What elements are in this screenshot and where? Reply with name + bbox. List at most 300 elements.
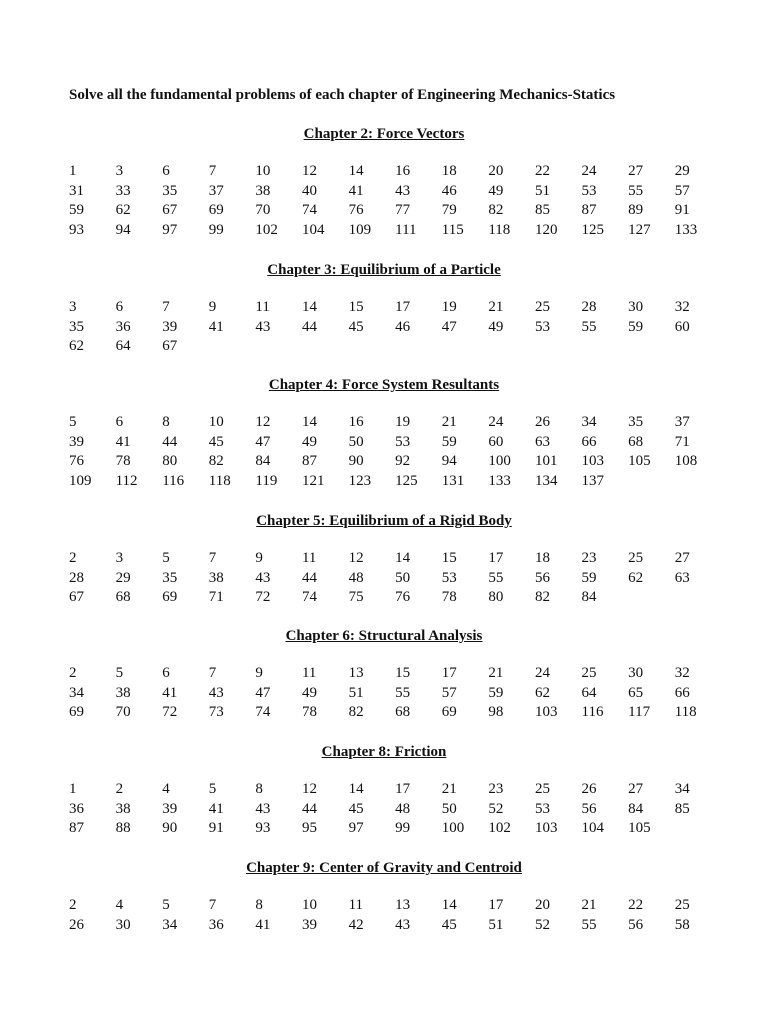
problem-number: 85 [534,202,550,218]
problem-row [69,452,721,472]
problem-number: 25 [674,897,690,913]
problem-number: 68 [628,433,644,450]
problem-number: 59 [441,433,457,450]
problem-number: 79 [441,202,457,218]
problem-grid [69,162,721,240]
problem-number: 109 [69,472,92,489]
problem-number: 20 [488,163,504,179]
problem-number: 118 [208,472,231,489]
problem-number: 97 [348,820,364,836]
problem-row [69,780,721,800]
problem-number: 5 [69,414,77,430]
problem-number: 74 [301,202,317,218]
problem-number: 4 [115,897,124,913]
problem-number: 4 [162,781,170,797]
problem-number: 30 [628,665,644,681]
problem-number: 73 [208,704,224,720]
problem-row [69,298,721,318]
problem-number: 41 [115,433,131,450]
problem-number: 34 [162,916,178,933]
problem-number: 2 [115,781,124,797]
problem-number: 8 [255,897,263,913]
problem-number: 6 [162,665,170,681]
problem-number: 43 [208,684,224,701]
problem-row [69,472,721,492]
problem-number: 3 [69,299,77,315]
problem-number: 80 [162,453,178,469]
problem-number: 11 [301,665,317,681]
problem-number: 105 [628,453,651,469]
problem-number: 33 [115,182,131,199]
problem-number: 7 [208,897,217,913]
problem-number: 7 [162,299,170,315]
problem-number: 55 [581,916,597,933]
problem-number: 69 [69,704,84,720]
problem-number: 46 [395,318,411,335]
problem-number: 62 [628,569,644,586]
problem-number: 53 [441,569,457,586]
problem-number: 41 [348,182,364,199]
problem-number: 66 [674,684,690,701]
problem-number: 29 [115,569,131,586]
chapter-section [0,375,768,489]
problem-number: 41 [208,318,224,335]
problem-number: 59 [628,318,644,335]
problem-number: 39 [162,318,178,335]
problem-number: 78 [115,453,131,469]
problem-number: 11 [255,299,270,315]
problem-number: 39 [301,916,317,933]
problem-number: 49 [488,182,504,199]
problem-number: 47 [255,684,271,701]
problem-number: 100 [441,820,465,836]
problem-number: 12 [301,781,317,797]
problem-number: 17 [488,550,504,566]
problem-number: 41 [208,800,224,817]
problem-number: 55 [628,182,644,199]
problem-number: 16 [348,414,364,430]
problem-number: 56 [581,800,597,817]
problem-number: 36 [208,916,224,933]
problem-number: 5 [208,781,217,797]
problem-grid [69,664,721,723]
problem-number: 120 [534,221,558,238]
problem-row [69,221,721,241]
problem-number: 97 [162,221,178,238]
chapter-section [0,124,768,238]
problem-number: 14 [348,163,364,179]
problem-row [69,162,721,182]
problem-number: 133 [488,472,511,489]
problem-number: 65 [628,684,644,701]
problem-number: 40 [301,182,317,199]
problem-number: 18 [534,550,550,566]
problem-number: 51 [488,916,504,933]
problem-number: 66 [581,433,597,450]
problem-number: 71 [208,589,224,605]
problem-number: 29 [674,163,690,179]
problem-number: 89 [628,202,644,218]
problem-number: 27 [628,163,644,179]
problem-number: 5 [115,665,124,681]
problem-grid [69,780,721,839]
problem-number: 24 [488,414,504,430]
problem-number: 25 [581,665,597,681]
problem-number: 38 [115,800,131,817]
problem-number: 111 [395,221,417,238]
problem-number: 38 [115,684,131,701]
problem-number: 17 [441,665,457,681]
problem-row [69,413,721,433]
problem-number: 15 [348,299,364,315]
problem-row [69,916,721,936]
problem-number: 55 [488,569,504,586]
problem-number: 115 [441,221,464,238]
problem-number: 1 [69,781,77,797]
problem-number: 25 [534,781,550,797]
problem-number: 26 [69,916,84,933]
problem-grid [69,298,721,357]
intro-instruction: Solve all the fundamental problems of each chapter of Engineering Mechanics-Statics [69,87,616,103]
problem-number: 3 [115,550,124,566]
problem-number: 10 [208,414,224,430]
problem-number: 2 [69,550,77,566]
problem-number: 14 [301,299,317,315]
problem-number: 43 [255,800,271,817]
problem-number: 62 [534,684,550,701]
problem-number: 131 [441,472,465,489]
problem-number: 109 [348,221,372,238]
problem-number: 91 [674,202,690,218]
problem-number: 45 [348,318,364,335]
problem-number: 50 [441,800,457,817]
problem-number: 101 [534,453,558,469]
problem-row [69,703,721,723]
problem-number: 45 [441,916,457,933]
problem-number: 35 [628,414,644,430]
problem-number: 44 [301,569,317,586]
problem-number: 91 [208,820,224,836]
problem-number: 69 [208,202,224,218]
problem-number: 60 [488,433,504,450]
problem-number: 118 [488,221,511,238]
problem-number: 57 [441,684,457,701]
problem-number: 8 [255,781,263,797]
problem-number: 32 [674,665,690,681]
problem-number: 23 [488,781,504,797]
problem-number: 41 [255,916,271,933]
problem-number: 100 [488,453,511,469]
problem-number: 27 [628,781,644,797]
problem-number: 39 [69,433,84,450]
problem-number: 64 [581,684,597,701]
problem-number: 21 [441,781,457,797]
problem-row [69,433,721,453]
problem-number: 49 [301,684,317,701]
problem-number: 22 [628,897,644,913]
problem-number: 99 [208,221,224,238]
problem-number: 82 [534,589,550,605]
problem-number: 43 [395,916,411,933]
problem-row [69,318,721,338]
problem-number: 72 [255,589,271,605]
problem-number: 51 [348,684,364,701]
problem-grid [69,549,721,608]
chapter-title: Chapter 6: Structural Analysis [285,628,483,644]
problem-row [69,896,721,916]
problem-number: 52 [488,800,504,817]
problem-number: 63 [674,569,690,586]
problem-number: 62 [115,202,131,218]
problem-number: 12 [255,414,271,430]
problem-number: 52 [534,916,550,933]
problem-number: 11 [348,897,364,913]
problem-number: 78 [301,704,317,720]
problem-number: 67 [69,589,84,605]
problem-number: 27 [674,550,690,566]
problem-number: 116 [162,472,185,489]
chapter-section [0,511,768,605]
problem-number: 125 [581,221,605,238]
problem-number: 9 [255,665,263,681]
problem-number: 34 [674,781,690,797]
problem-number: 121 [301,472,325,489]
problem-number: 9 [255,550,263,566]
problem-number: 32 [674,299,690,315]
problem-number: 56 [534,569,550,586]
problem-number: 48 [348,569,364,586]
problem-number: 103 [534,820,558,836]
problem-number: 10 [255,163,271,179]
problem-number: 88 [115,820,131,836]
problem-number: 14 [441,897,457,913]
problem-number: 21 [488,665,504,681]
problem-number: 63 [534,433,550,450]
problem-number: 48 [395,800,411,817]
problem-number: 82 [488,202,504,218]
problem-number: 21 [488,299,504,315]
problem-number: 50 [395,569,411,586]
problem-number: 5 [162,897,170,913]
problem-row [69,588,721,608]
problem-number: 26 [534,414,550,430]
problem-number: 58 [674,916,690,933]
problem-number: 43 [255,569,271,586]
problem-number: 76 [69,453,84,469]
problem-number: 23 [581,550,597,566]
problem-number: 36 [69,800,84,817]
problem-number: 17 [395,299,411,315]
problem-number: 60 [674,318,690,335]
problem-number: 57 [674,182,690,199]
problem-number: 35 [162,569,178,586]
problem-number: 82 [348,704,364,720]
problem-number: 43 [255,318,271,335]
problem-number: 67 [162,202,178,218]
problem-number: 1 [69,163,77,179]
problem-number: 67 [162,338,178,354]
problem-number: 21 [581,897,597,913]
problem-number: 80 [488,589,504,605]
problem-number: 18 [441,163,457,179]
problem-number: 16 [395,163,411,179]
problem-number: 98 [488,704,504,720]
problem-number: 76 [348,202,364,218]
problem-number: 108 [674,453,698,469]
problem-number: 34 [581,414,597,430]
problem-number: 36 [115,318,131,335]
problem-number: 53 [395,433,411,450]
problem-number: 25 [534,299,550,315]
problem-row [69,182,721,202]
problem-number: 17 [395,781,411,797]
problem-number: 50 [348,433,364,450]
problem-row [69,201,721,221]
problem-number: 6 [115,414,124,430]
problem-number: 74 [301,589,317,605]
problem-number: 70 [115,704,131,720]
problem-number: 24 [534,665,550,681]
chapter-title: Chapter 8: Friction [321,744,447,760]
problem-row [69,819,721,839]
problem-number: 31 [69,182,84,199]
problem-number: 87 [581,202,597,218]
chapter-section [0,260,768,354]
problem-number: 35 [69,318,84,335]
problem-number: 47 [255,433,271,450]
problem-number: 104 [581,820,605,836]
problem-number: 76 [395,589,411,605]
problem-number: 19 [395,414,411,430]
problem-number: 53 [581,182,597,199]
problem-number: 137 [581,472,605,489]
problem-number: 13 [395,897,411,913]
chapter-section [0,858,768,933]
problem-number: 8 [162,414,170,430]
problem-number: 14 [301,414,317,430]
problem-number: 46 [441,182,457,199]
problem-number: 45 [348,800,364,817]
problem-number: 11 [301,550,317,566]
problem-number: 93 [255,820,271,836]
problem-number: 84 [628,800,644,817]
problem-number: 59 [581,569,597,586]
problem-number: 84 [255,453,271,469]
problem-number: 42 [348,916,364,933]
problem-number: 44 [301,318,317,335]
chapter-title: Chapter 4: Force System Resultants [268,377,500,393]
problem-number: 3 [115,163,124,179]
problem-number: 127 [628,221,651,238]
problem-number: 51 [534,182,550,199]
problem-number: 43 [395,182,411,199]
problem-number: 35 [162,182,178,199]
problem-number: 47 [441,318,457,335]
problem-number: 39 [162,800,178,817]
problem-number: 99 [395,820,411,836]
problem-number: 41 [162,684,178,701]
chapter-title: Chapter 5: Equilibrium of a Rigid Body [256,513,512,529]
problem-number: 17 [488,897,504,913]
problem-number: 68 [395,704,411,720]
problem-number: 82 [208,453,224,469]
problem-number: 69 [162,589,178,605]
problem-number: 30 [115,916,131,933]
problem-number: 90 [162,820,178,836]
problem-number: 10 [301,897,317,913]
problem-number: 53 [534,318,550,335]
problem-number: 45 [208,433,224,450]
problem-number: 75 [348,589,364,605]
chapter-section [0,742,768,836]
problem-number: 22 [534,163,550,179]
problem-number: 28 [581,299,597,315]
problem-number: 71 [674,433,690,450]
chapter-title: Chapter 9: Center of Gravity and Centroid [246,860,522,876]
problem-number: 87 [69,820,84,836]
problem-number: 7 [208,163,217,179]
problem-number: 62 [69,338,84,354]
problem-number: 15 [395,665,411,681]
problem-number: 55 [581,318,597,335]
problem-number: 25 [628,550,644,566]
problem-number: 15 [441,550,457,566]
problem-number: 64 [115,338,131,354]
problem-number: 12 [301,163,317,179]
problem-number: 72 [162,704,178,720]
problem-number: 44 [162,433,178,450]
problem-number: 2 [69,897,77,913]
problem-row [69,549,721,569]
problem-number: 13 [348,665,364,681]
problem-number: 38 [208,569,224,586]
problem-number: 68 [115,589,131,605]
problem-number: 6 [162,163,170,179]
problem-number: 103 [534,704,558,720]
chapter-title: Chapter 2: Force Vectors [303,126,465,142]
problem-number: 20 [534,897,550,913]
problem-number: 70 [255,202,271,218]
problem-number: 53 [534,800,550,817]
problem-row [69,800,721,820]
problem-number: 116 [581,704,604,720]
problem-number: 112 [115,472,138,489]
problem-number: 94 [441,453,457,469]
problem-row [69,684,721,704]
problem-number: 49 [488,318,504,335]
problem-number: 49 [301,433,317,450]
problem-number: 92 [395,453,411,469]
problem-number: 123 [348,472,372,489]
problem-number: 59 [69,202,84,218]
problem-number: 14 [348,781,364,797]
chapter-section [0,626,768,720]
problem-row [69,569,721,589]
problem-number: 117 [628,704,651,720]
problem-number: 37 [674,414,690,430]
problem-number: 93 [69,221,84,238]
problem-number: 104 [301,221,325,238]
problem-number: 34 [69,684,84,701]
problem-number: 7 [208,665,217,681]
problem-number: 74 [255,704,271,720]
problem-number: 37 [208,182,224,199]
problem-number: 133 [674,221,698,238]
problem-number: 7 [208,550,217,566]
problem-number: 56 [628,916,644,933]
problem-row [69,664,721,684]
problem-number: 134 [534,472,558,489]
